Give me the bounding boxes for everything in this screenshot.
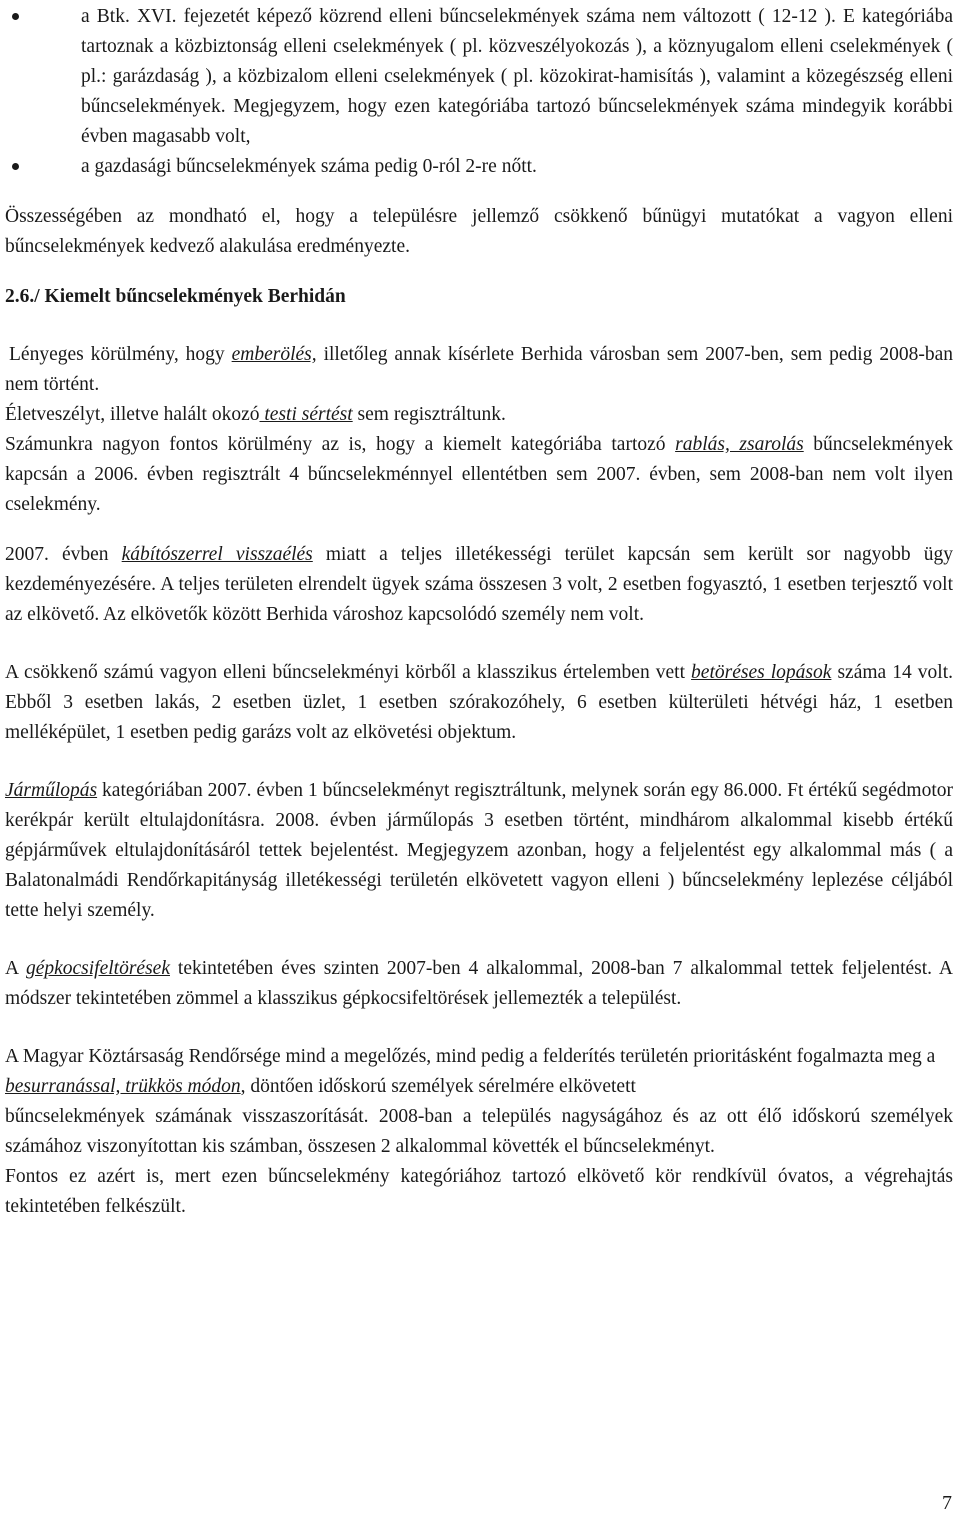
document-page bbox=[5, 2, 953, 1222]
paragraph-idoskoru-cont: bűncselekmények számának visszaszorítását. 2008-ban a település nagyságához és az ott élő időskorú személyek számához viszonyítottan kis számban, összesen 2 alkalommal követték el bűncselekményt. bbox=[5, 1106, 953, 1157]
emphasis-kabitoszer: kábítószerrel visszaélés bbox=[121, 544, 313, 565]
page-number: 7 bbox=[942, 1492, 952, 1514]
emphasis-betoreses-lopasok: betöréses lopások bbox=[691, 662, 832, 683]
bullet-dot-icon bbox=[12, 13, 19, 20]
paragraph-betores: A csökkenő számú vagyon elleni bűncselekményi körből a klasszikus értelemben vett betöréses lopások száma 14 volt. Ebből 3 esetben lakás, 2 esetben üzlet, 1 esetben szórakozóhely, 6 esetben külterületi hétvégi ház, 1 esetben melléképület, 1 esetben pedig garázs volt az elkövetési objektum. bbox=[5, 662, 954, 743]
bullet-list bbox=[5, 2, 953, 182]
emphasis-rablas-zsarolas: rablás, zsarolás bbox=[675, 434, 804, 455]
bullet-item-kozrend bbox=[81, 2, 953, 152]
emphasis-besurranassal: besurranással, trükkös módon bbox=[5, 1076, 241, 1097]
bullet-text: a gazdasági bűncselekmények száma pedig 0-ról 2-re nőtt. bbox=[81, 156, 537, 177]
emphasis-jarmulopas: Járműlopás bbox=[5, 780, 98, 801]
section-heading: 2.6./ Kiemelt bűncselekmények Berhidán bbox=[5, 286, 346, 307]
paragraph-gepkocsifeltores: A gépkocsifeltörések tekintetében éves szinten 2007-ben 4 alkalommal, 2008-ban 7 alkalommal tettek feljelentést. A módszer tekintetében zömmel a klasszikus gépkocsifeltörések jellemezték a települést. bbox=[5, 958, 953, 1009]
paragraph-testi-sertes: Életveszélyt, illetve halált okozó testi sértést sem regisztráltunk. bbox=[5, 404, 506, 425]
paragraph-emberoles: Lényeges körülmény, hogy emberölés, illetőleg annak kísérlete Berhida városban sem 2007-ben, sem pedig 2008-ban nem történt. bbox=[5, 344, 953, 395]
emphasis-gepkocsifeltoresek: gépkocsifeltörések bbox=[25, 958, 170, 979]
summary-paragraph: Összességében az mondható el, hogy a településre jellemző csökkenő bűnügyi mutatókat a vagyon elleni bűncselekmények kedvező alakulása eredményezte. bbox=[5, 206, 953, 257]
bullet-text: a Btk. XVI. fejezetét képező közrend elleni bűncselekmények száma nem változott ( 12-12 ). E kategóriába tartoznak a közbiztonság elleni cselekmények ( pl. közveszélyokozás ), a köznyugalom elleni cselekmények ( pl.: garázdaság ), a közbizalom elleni cselekmények ( pl. közokirat-hamisítás ), valamint a közegészség elleni bűncselekmények. Megjegyzem, hogy ezen kategóriába tartozó bűncselekmények száma mindegyik korábbi évben magasabb volt, bbox=[81, 6, 953, 147]
paragraph-rablas: Számunkra nagyon fontos körülmény az is, hogy a kiemelt kategóriába tartozó rablás, zsarolás bűncselekmények kapcsán a 2006. évben regisztrált 4 bűncselekménnyel ellentétben sem 2007. évben, sem 2008-ban nem volt ilyen cselekmény. bbox=[5, 434, 953, 515]
paragraph-jarmulopas: Járműlopás kategóriában 2007. évben 1 bűncselekményt regisztráltunk, melynek során egy 86.000. Ft értékű segédmotor kerékpár került eltulajdonításra. 2008. évben járműlopás 3 esetben történt, mindhárom alkalommal kisebb értékű gépjárművek eltulajdonításáról tettek bejelentést. Megjegyzem azonban, hogy a feljelentést egy alkalommal más ( a Balatonalmádi Rendőrkapitányság illetékességi területén elkövetett vagyon elleni ) bűncselekmény leplezése céljából tette helyi személy. bbox=[5, 780, 953, 921]
bullet-dot-icon bbox=[12, 163, 19, 170]
paragraph-idoskoru: A Magyar Köztársaság Rendőrsége mind a megelőzés, mind pedig a felderítés területén prioritásként fogalmazta meg a besurranással, trükkös módon, döntően időskorú személyek sérelmére elkövetett bbox=[5, 1046, 936, 1097]
emphasis-testi-sertes: testi sértést bbox=[259, 404, 353, 425]
paragraph-kabitoszer: 2007. évben kábítószerrel visszaélés miatt a teljes illetékességi terület kapcsán sem került sor nagyobb ügy kezdeményezésére. A teljes területen elrendelt ügyek száma összesen 3 volt, 2 esetben fogyasztó, 1 esetben terjesztő volt az elkövető. Az elkövetők között Berhida városhoz kapcsolódó személy nem volt. bbox=[5, 544, 953, 625]
emphasis-emberoles: emberölés, bbox=[231, 344, 317, 365]
bullet-item-gazdasagi bbox=[81, 152, 953, 182]
paragraph-fontos: Fontos ez azért is, mert ezen bűncselekmény kategóriához tartozó elkövető kör rendkívül óvatos, a végrehajtás tekintetében felkészült. bbox=[5, 1166, 953, 1217]
